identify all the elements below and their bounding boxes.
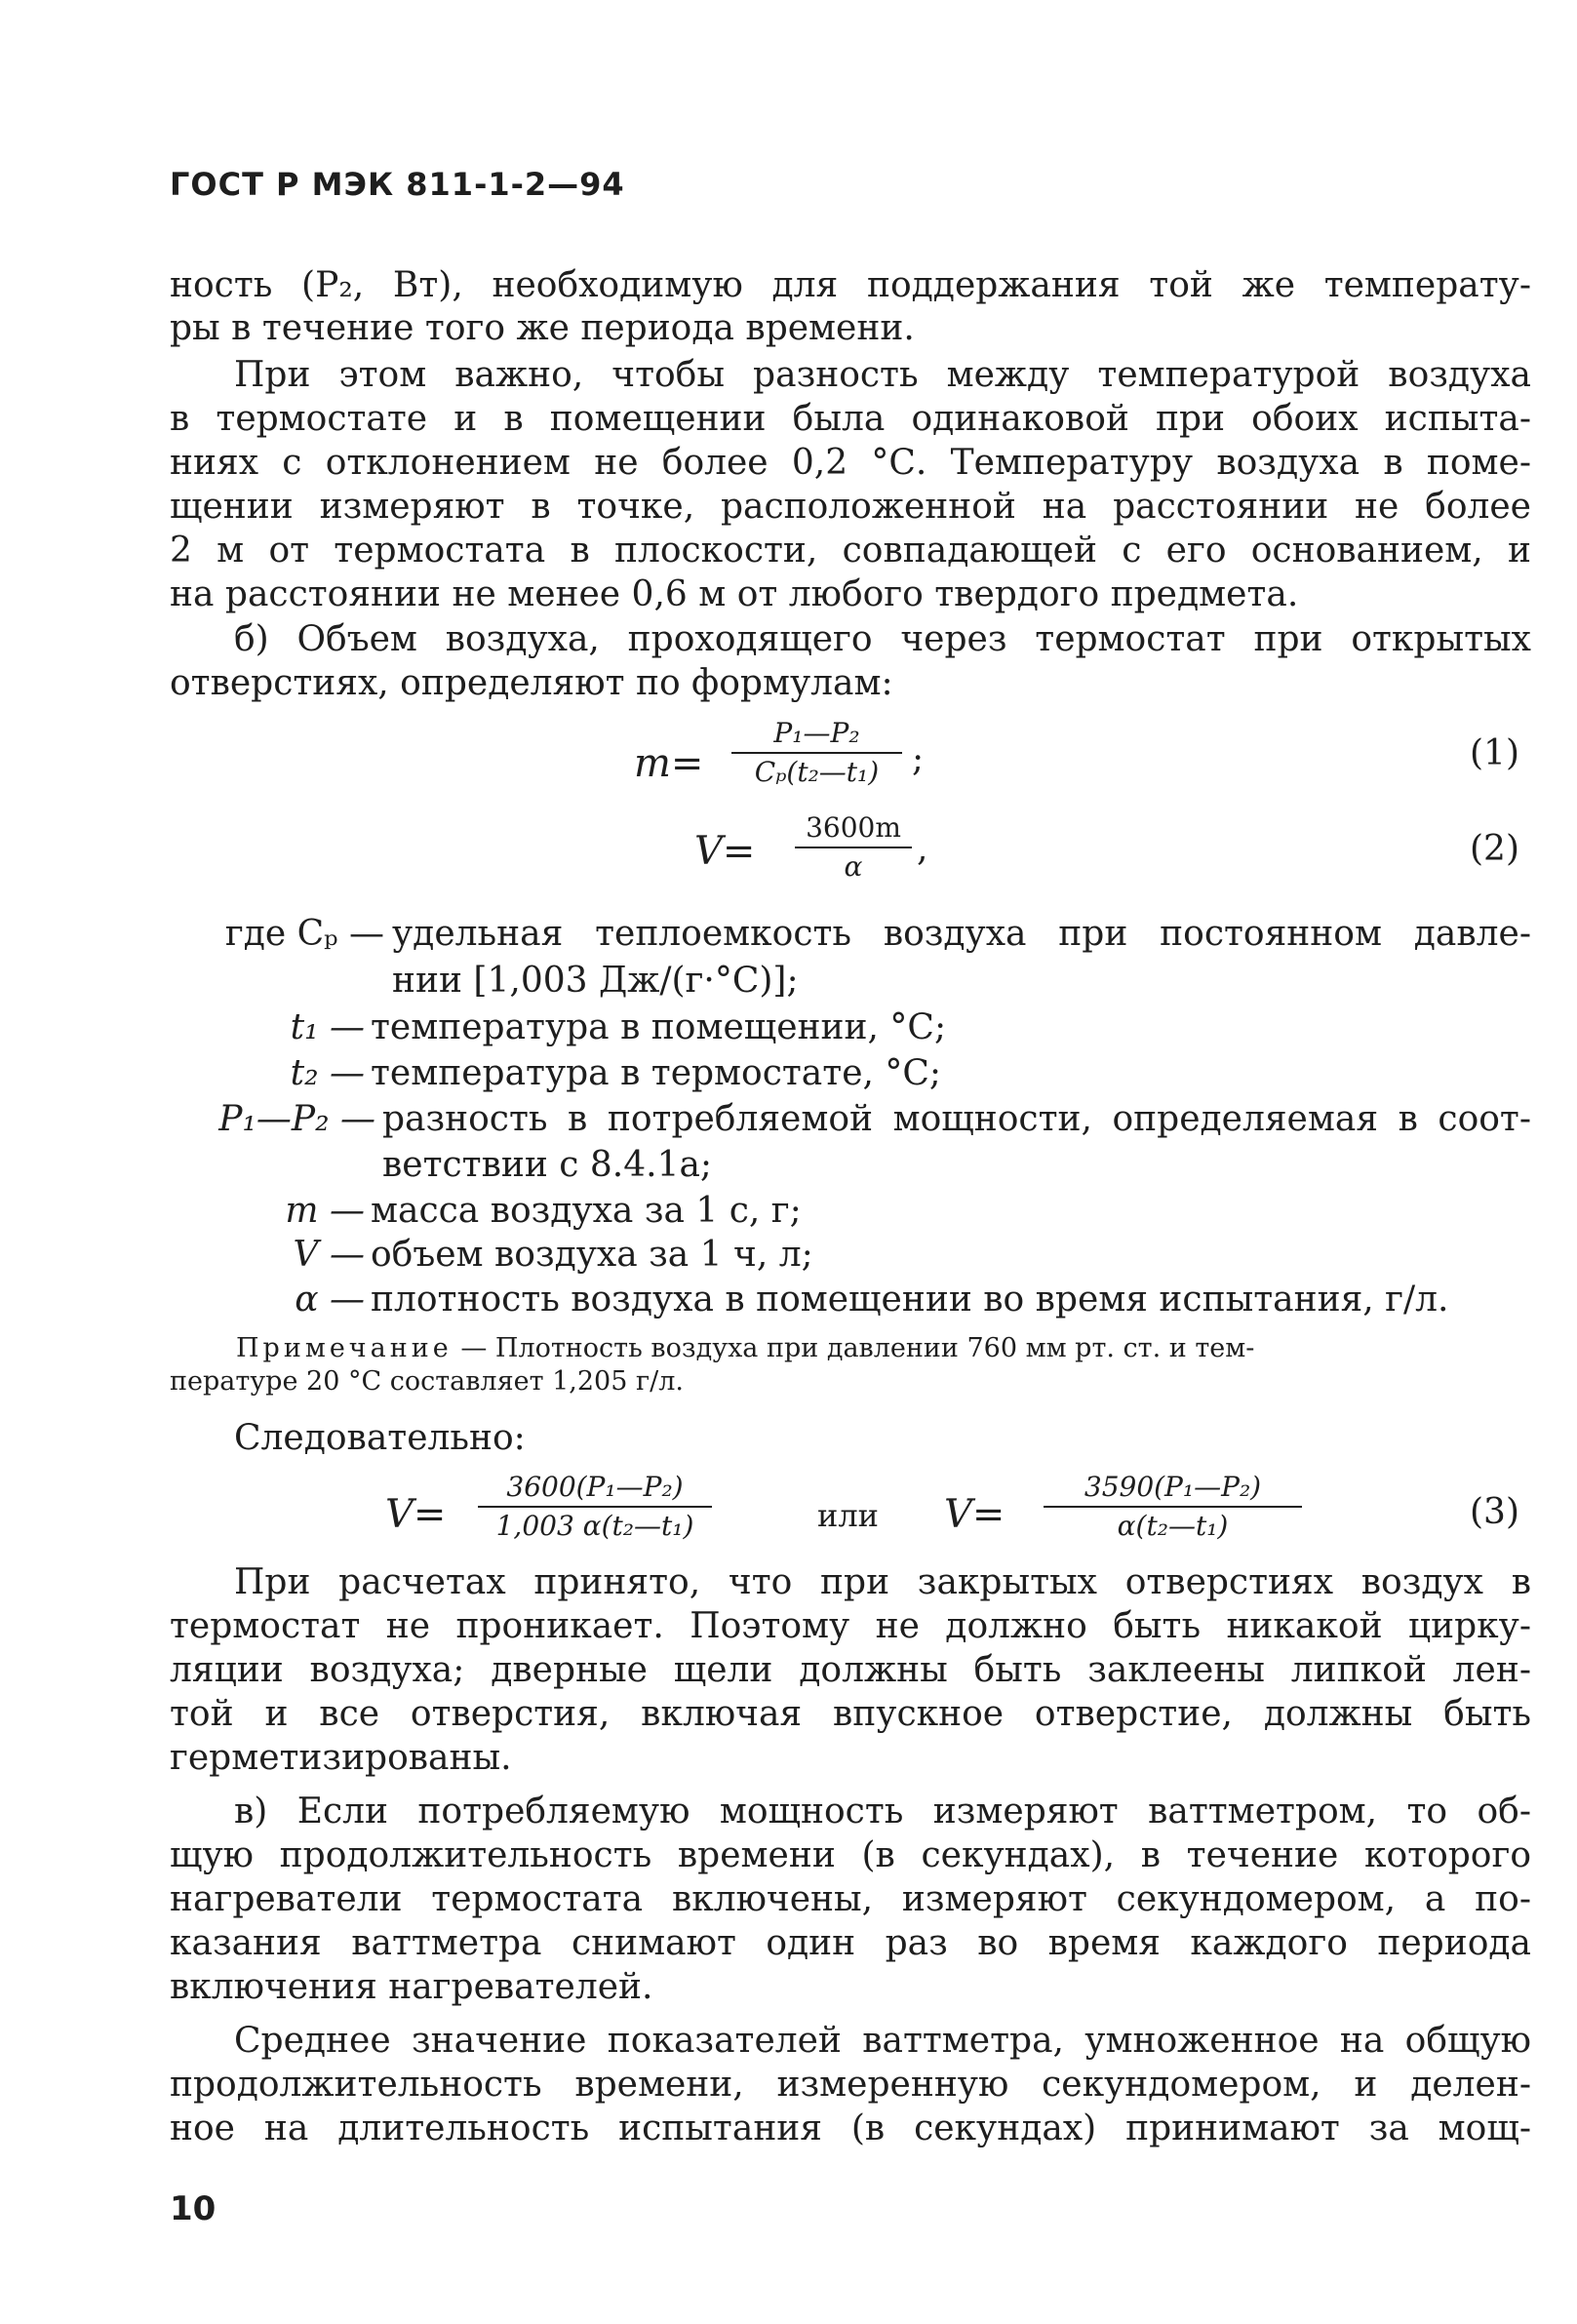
definition-text: температура в термостате, °С; — [371, 1053, 942, 1093]
fraction-denominator: Cₚ(t₂—t₁) — [754, 756, 880, 788]
text-line: При расчетах принято, что при закрытых отверстиях воздух в — [234, 1562, 1531, 1602]
fraction-numerator: 3600m — [806, 811, 901, 844]
fraction-bar — [478, 1506, 712, 1508]
fraction-numerator: 3590(P₁—P₂) — [1084, 1471, 1262, 1503]
text-line: той и все отверстия, включая впускное отверстие, должны быть — [170, 1694, 1531, 1734]
formula-punct: , — [917, 829, 928, 869]
fraction-denominator: 1,003 α(t₂—t₁) — [495, 1510, 694, 1542]
fraction-bar — [795, 847, 912, 848]
text-line: ляции воздуха; дверные щели должны быть заклеены липкой лен- — [170, 1650, 1531, 1690]
text-line: щении измеряют в точке, расположенной на расстоянии не более — [170, 487, 1531, 527]
definition-text: масса воздуха за 1 с, г; — [371, 1191, 802, 1231]
text-line: на расстоянии не менее 0,6 м от любого твердого предмета. — [170, 574, 1299, 614]
text-line: ность (P₂, Вт), необходимую для поддержания той же температу- — [170, 265, 1531, 305]
text-line: ниях с отклонением не более 0,2 °С. Температуру воздуха в поме- — [170, 443, 1531, 483]
definition-term: α — — [295, 1280, 365, 1320]
text-line: казания ваттметра снимают один раз во время каждого периода — [170, 1923, 1531, 1963]
definition-text: разность в потребляемой мощности, определяемая в соот- — [382, 1099, 1531, 1139]
formula-lhs: V= — [944, 1492, 1005, 1537]
definition-text: объем воздуха за 1 ч, л; — [371, 1235, 813, 1275]
text-line: ры в течение того же периода времени. — [170, 308, 915, 348]
text-line: продолжительность времени, измеренную секундомером, и делен- — [170, 2065, 1531, 2105]
definition-text: температура в помещении, °С; — [371, 1007, 947, 1047]
text-line: щую продолжительность времени (в секундах), в течение которого — [170, 1835, 1531, 1875]
equation-number: (1) — [1470, 733, 1519, 773]
definition-text: нии [1,003 Дж/(г·°С)]; — [392, 961, 799, 1001]
text-line: нагреватели термостата включены, измеряют секундомером, а по- — [170, 1879, 1531, 1919]
fraction-bar — [731, 752, 902, 754]
fraction — [731, 717, 902, 789]
text-line: Среднее значение показателей ваттметра, умноженное на общую — [234, 2021, 1531, 2061]
fraction-bar — [1044, 1506, 1302, 1508]
definition-term: m — — [285, 1191, 365, 1231]
formula-lhs: V= — [694, 829, 756, 874]
definition-term: V — — [293, 1235, 365, 1275]
note-line — [236, 1332, 1254, 1365]
definition-term: t₁ — — [290, 1007, 365, 1047]
formula-or: или — [817, 1497, 879, 1534]
text-line: термостат не проникает. Поэтому не должно быть никакой цирку- — [170, 1606, 1531, 1646]
note-label: Примечание — [236, 1333, 453, 1363]
text-line: в) Если потребляемую мощность измеряют ваттметром, то об- — [234, 1792, 1531, 1832]
note-text: — Плотность воздуха при давлении 760 мм рт. ст. и тем- — [452, 1333, 1255, 1363]
fraction — [478, 1471, 712, 1543]
definition-term: t₂ — — [290, 1053, 365, 1093]
text-line: включения нагревателей. — [170, 1967, 653, 2007]
page-number: 10 — [170, 2189, 217, 2228]
text-line: ное на длительность испытания (в секундах) принимают за мощ- — [170, 2108, 1531, 2148]
definition-term: где Cₚ — — [224, 914, 384, 954]
text-line: герметизированы. — [170, 1738, 512, 1778]
fraction-numerator: P₁—P₂ — [773, 717, 860, 749]
formula-lhs: m= — [634, 741, 704, 786]
definition-text: удельная теплоемкость воздуха при постоянном давле- — [392, 914, 1531, 954]
text-line: Следовательно: — [234, 1418, 526, 1458]
formula-punct: ; — [912, 739, 925, 779]
fraction-denominator: α — [844, 850, 863, 883]
definition-term: P₁—P₂ — — [218, 1099, 375, 1139]
text-line: При этом важно, чтобы разность между температурой воздуха — [234, 355, 1531, 395]
document-header: ГОСТ Р МЭК 811-1-2—94 — [170, 166, 625, 203]
formula-lhs: V= — [385, 1492, 447, 1537]
text-line: в термостате и в помещении была одинаковой при обоих испыта- — [170, 399, 1531, 439]
text-line: б) Объем воздуха, проходящего через термостат при открытых — [234, 619, 1531, 659]
fraction-numerator: 3600(P₁—P₂) — [506, 1471, 684, 1503]
equation-number: (3) — [1470, 1492, 1519, 1532]
fraction — [795, 811, 912, 884]
fraction-denominator: α(t₂—t₁) — [1117, 1510, 1229, 1542]
fraction — [1044, 1471, 1302, 1543]
definition-text: ветствии с 8.4.1а; — [382, 1145, 713, 1185]
note-line: пературе 20 °С составляет 1,205 г/л. — [170, 1366, 684, 1397]
equation-number: (2) — [1470, 829, 1519, 869]
text-line: отверстиях, определяют по формулам: — [170, 663, 893, 703]
definition-text: плотность воздуха в помещении во время испытания, г/л. — [371, 1280, 1449, 1320]
text-line: 2 м от термостата в плоскости, совпадающей с его основанием, и — [170, 531, 1531, 571]
